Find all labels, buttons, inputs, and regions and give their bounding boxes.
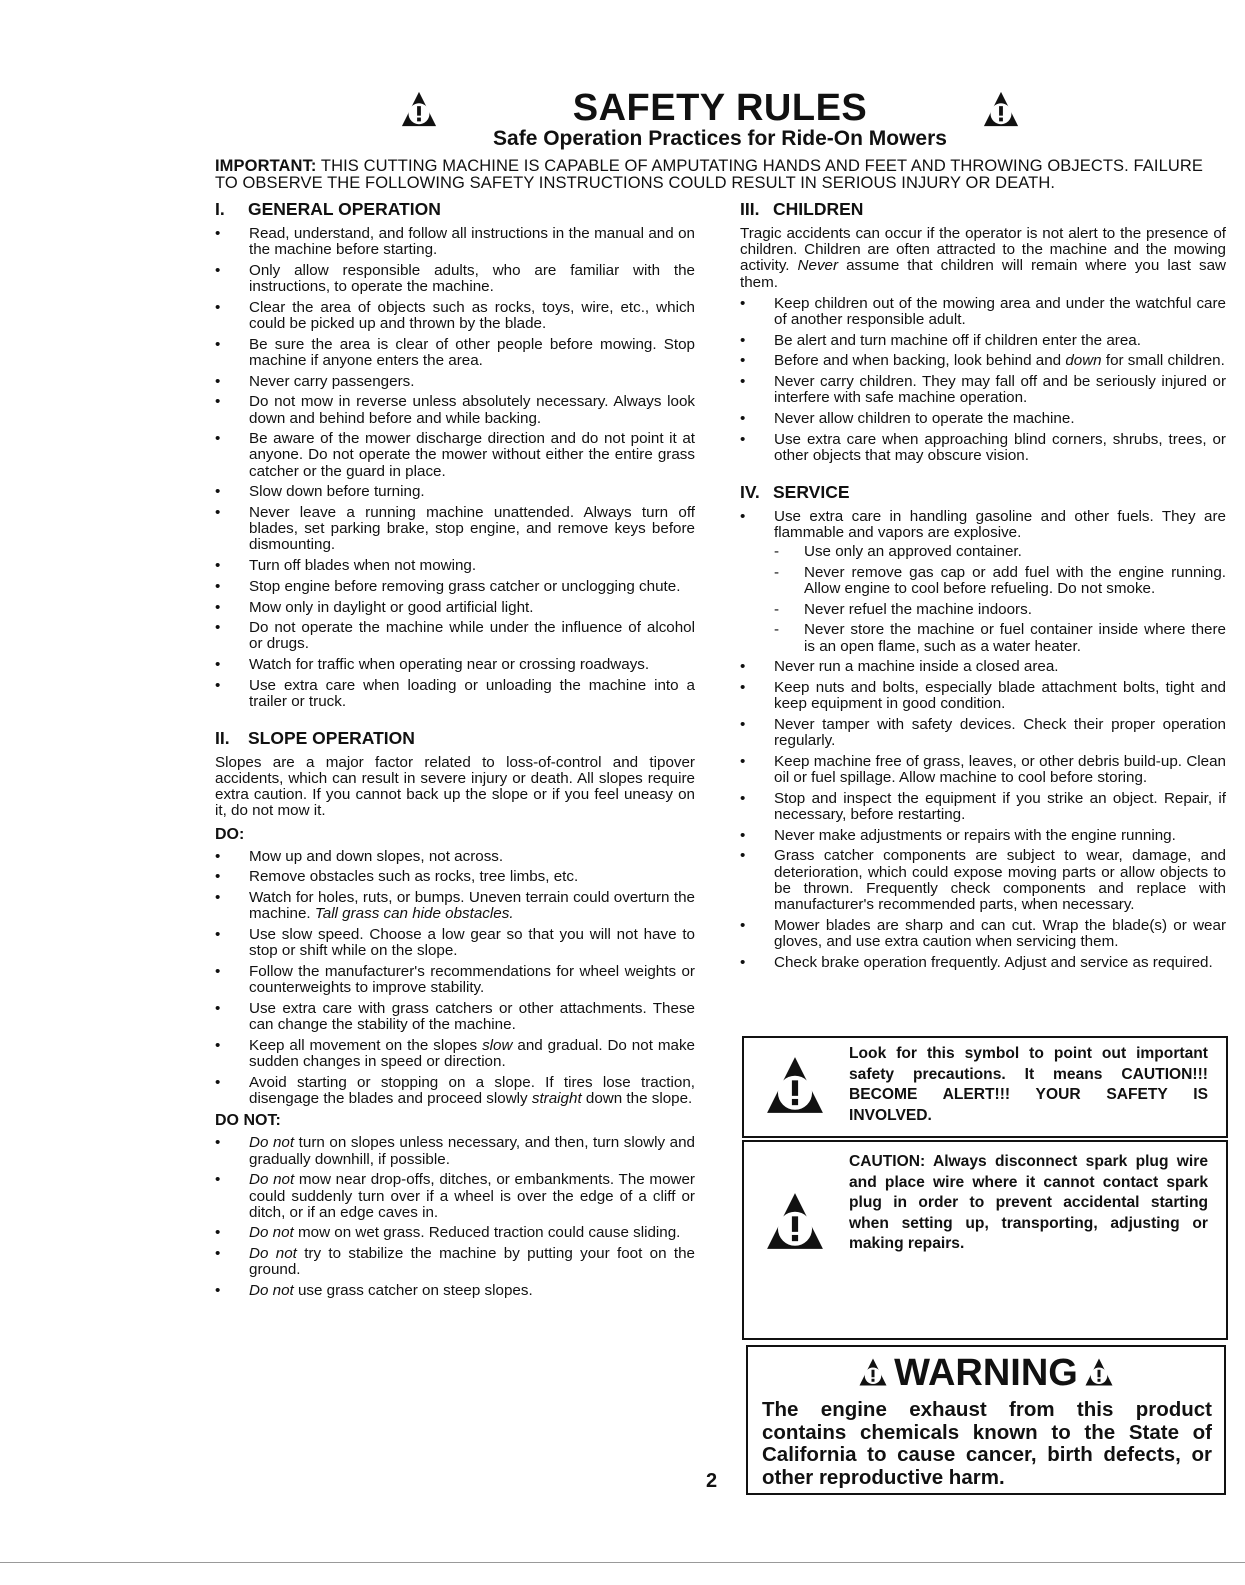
list-item: • Use extra care when loading or unloading the machine into a trailer or truck. <box>215 676 695 711</box>
warning-triangle-icon <box>400 90 438 128</box>
list-item: • Turn off blades when not mowing. <box>215 557 477 575</box>
caution-box <box>742 1140 1228 1340</box>
list-item: • Never carry passengers. <box>215 372 415 390</box>
do-label: DO: <box>215 825 245 843</box>
warning-triangle-icon <box>764 1054 826 1116</box>
list-item: • Do not turn on slopes unless necessary, and then, turn slowly and gradually downhill, if possible. <box>215 1134 695 1168</box>
important-text: THIS CUTTING MACHINE IS CAPABLE OF AMPUTATING HANDS AND FEET AND THROWING OBJECTS. FAILURE TO OBSERVE THE FOLLOWING SAFETY INSTRUCTIONS COULD RESULT IN SERIOUS INJURY OR DEATH. <box>215 157 1203 192</box>
warning-triangle-icon <box>764 1190 826 1252</box>
list-item: • Clear the area of objects such as rocks, toys, wire, etc., which could be picked up and thrown by the blade. <box>215 298 695 333</box>
list-item: • Slow down before turning. <box>215 483 425 501</box>
do-not-list <box>215 1135 695 1299</box>
list-item: • Use extra care with grass catchers or other attachments. These can change the stability of the machine. <box>215 999 695 1033</box>
symbol-notice-box <box>742 1036 1228 1138</box>
list-item: • Never make adjustments or repairs with the engine running. <box>740 826 1176 844</box>
page-header <box>215 88 1225 192</box>
important-notice <box>215 158 1225 192</box>
list-item: • Be alert and turn machine off if children enter the area. <box>740 331 1141 349</box>
list-item: • Mow only in daylight or good artificial light. <box>215 598 534 616</box>
left-column <box>215 198 695 1304</box>
list-item: • Stop engine before removing grass catcher or unclogging chute. <box>215 577 681 595</box>
page-title: SAFETY RULES <box>572 87 868 129</box>
list-item: • Remove obstacles such as rocks, tree limbs, etc. <box>215 868 579 886</box>
list-item: • Do not mow in reverse unless absolutely necessary. Always look down and behind before and while backing. <box>215 393 695 427</box>
list-item: • Read, understand, and follow all instructions in the manual and on the machine before starting. <box>215 225 695 259</box>
page-number: 2 <box>706 1470 718 1492</box>
sub-list-item: - Use only an approved container. <box>774 543 1022 561</box>
list-item: • Keep all movement on the slopes slow and gradual. Do not make sudden changes in speed or direction. <box>215 1036 695 1070</box>
list-item: • Never allow children to operate the machine. <box>740 410 1075 428</box>
right-column <box>740 198 1226 975</box>
sub-list-item: - Never remove gas cap or add fuel with the engine running. Allow engine to cool before refueling. Do not smoke. <box>774 563 1226 597</box>
list-item: • Do not mow on wet grass. Reduced traction could cause sliding. <box>215 1224 681 1242</box>
list-item: • Only allow responsible adults, who are familiar with the instructions, to operate the machine. <box>215 261 695 296</box>
list-item: • Mow up and down slopes, not across. <box>215 847 504 865</box>
service-list <box>740 509 1226 971</box>
general-list <box>215 226 695 710</box>
list-item: • Mower blades are sharp and can cut. Wrap the blade(s) or wear gloves, and use extra caution when servicing them. <box>740 916 1226 950</box>
list-item: • Stop and inspect the equipment if you strike an object. Repair, if necessary, before restarting. <box>740 789 1226 823</box>
slope-intro: Slopes are a major factor related to loss-of-control and tipover accidents, which can result in severe injury or death. All slopes require extra caution. If you cannot back up the slope or if you feel uneasy on it, do not mow it. <box>215 753 695 820</box>
list-item: • Be sure the area is clear of other people before mowing. Stop machine if anyone enters the area. <box>215 335 695 369</box>
list-item: • Do not mow near drop-offs, ditches, or embankments. The mower could suddenly turn over if a wheel is over the edge of a cliff or ditch, or if an edge caves in. <box>215 1171 695 1221</box>
children-list <box>740 296 1226 464</box>
list-item: • Grass catcher components are subject to wear, damage, and deterioration, which could expose moving parts or allow objects to be thrown. Frequently check components and replace with manufacturer's recommended parts, when necessary. <box>740 847 1226 913</box>
list-item: • Before and when backing, look behind and down for small children. <box>740 352 1225 370</box>
section-heading-general: I. GENERAL OPERATION <box>215 199 441 219</box>
section-heading-service: IV. SERVICE <box>740 481 850 502</box>
list-item: • Never tamper with safety devices. Check their proper operation regularly. <box>740 715 1226 750</box>
bottom-rule <box>0 1562 1245 1563</box>
list-item: • Keep nuts and bolts, especially blade attachment bolts, tight and keep equipment in good condition. <box>740 678 1226 713</box>
warning-title: WARNING <box>748 1351 1224 1395</box>
section-heading-children: III. CHILDREN <box>740 199 864 219</box>
section-heading-slope: II. SLOPE OPERATION <box>215 727 415 748</box>
list-item: • Use extra care when approaching blind corners, shrubs, trees, or other objects that may obscure vision. <box>740 430 1226 464</box>
list-item: • Watch for traffic when operating near or crossing roadways. <box>215 656 650 674</box>
list-item: • Keep machine free of grass, leaves, or other debris build-up. Clean oil or fuel spillage. Allow machine to cool before storing. <box>740 752 1226 786</box>
list-item: • Follow the manufacturer's recommendations for wheel weights or counterweights to improve stability. <box>215 962 695 997</box>
warning-triangle-icon <box>1084 1357 1114 1387</box>
list-item: • Never leave a running machine unattended. Always turn off blades, set parking brake, stop engine, and remove keys before dismounting. <box>215 504 695 554</box>
warning-text: The engine exhaust from this product contains chemicals known to the State of California to cause cancer, birth defects, or other reproductive harm. <box>762 1398 1212 1489</box>
list-item: • Use extra care in handling gasoline and other fuels. They are flammable and vapors are explosive. - Use only an approved container. - Never remove gas cap or add fuel with the engine running. Allow engine to cool before refueling. Do not smoke. - Never refuel the machine indoors. - Never store the machine or fuel container inside where there is an open flame, such as a water heater. <box>740 507 1226 655</box>
sub-list-item: - Never store the machine or fuel container inside where there is an open flame, such as a water heater. <box>774 621 1226 655</box>
list-item: • Do not use grass catcher on steep slopes. <box>215 1282 533 1300</box>
important-label: IMPORTANT: <box>215 157 317 175</box>
warning-triangle-icon <box>858 1357 888 1387</box>
list-item: • Use slow speed. Choose a low gear so that you will not have to stop or shift while on the slope. <box>215 925 695 960</box>
list-item: • Never carry children. They may fall off and be seriously injured or interfere with safe machine operation. <box>740 373 1226 407</box>
warning-triangle-icon <box>982 90 1020 128</box>
list-item: • Keep children out of the mowing area and under the watchful care of another responsible adult. <box>740 294 1226 329</box>
page-subtitle: Safe Operation Practices for Ride-On Mowers <box>493 127 947 150</box>
list-item: • Never run a machine inside a closed area. <box>740 658 1059 676</box>
list-item: • Avoid starting or stopping on a slope. If tires lose traction, disengage the blades and proceed slowly straight down the slope. <box>215 1073 695 1107</box>
list-item: • Do not operate the machine while under the influence of alcohol or drugs. <box>215 619 695 653</box>
sub-list-item: - Never refuel the machine indoors. <box>774 600 1032 618</box>
list-item: • Check brake operation frequently. Adjust and service as required. <box>740 953 1213 971</box>
fuel-sublist <box>774 544 1226 655</box>
list-item: • Do not try to stabilize the machine by putting your foot on the ground. <box>215 1245 695 1279</box>
symbol-notice-text: Look for this symbol to point out important safety precautions. It means CAUTION!!! BECOME ALERT!!! YOUR SAFETY IS INVOLVED. <box>849 1045 1208 1124</box>
do-list <box>215 849 695 1107</box>
list-item: • Watch for holes, ruts, or bumps. Uneven terrain could overturn the machine. Tall grass can hide obstacles. <box>215 889 695 923</box>
warning-box <box>746 1345 1226 1495</box>
list-item: • Be aware of the mower discharge direction and do not point it at anyone. Do not operate the mower without either the entire grass catcher or the guard in place. <box>215 430 695 480</box>
do-not-label: DO NOT: <box>215 1112 281 1130</box>
children-intro: Tragic accidents can occur if the operator is not alert to the presence of children. Children are often attracted to the machine and the mowing activity. Never assume that children will remain where you last saw them. <box>740 225 1226 291</box>
caution-text: CAUTION: Always disconnect spark plug wire and place wire where it cannot contact spark plug in order to prevent accidental starting when setting up, transporting, adjusting or making repairs. <box>849 1153 1208 1252</box>
